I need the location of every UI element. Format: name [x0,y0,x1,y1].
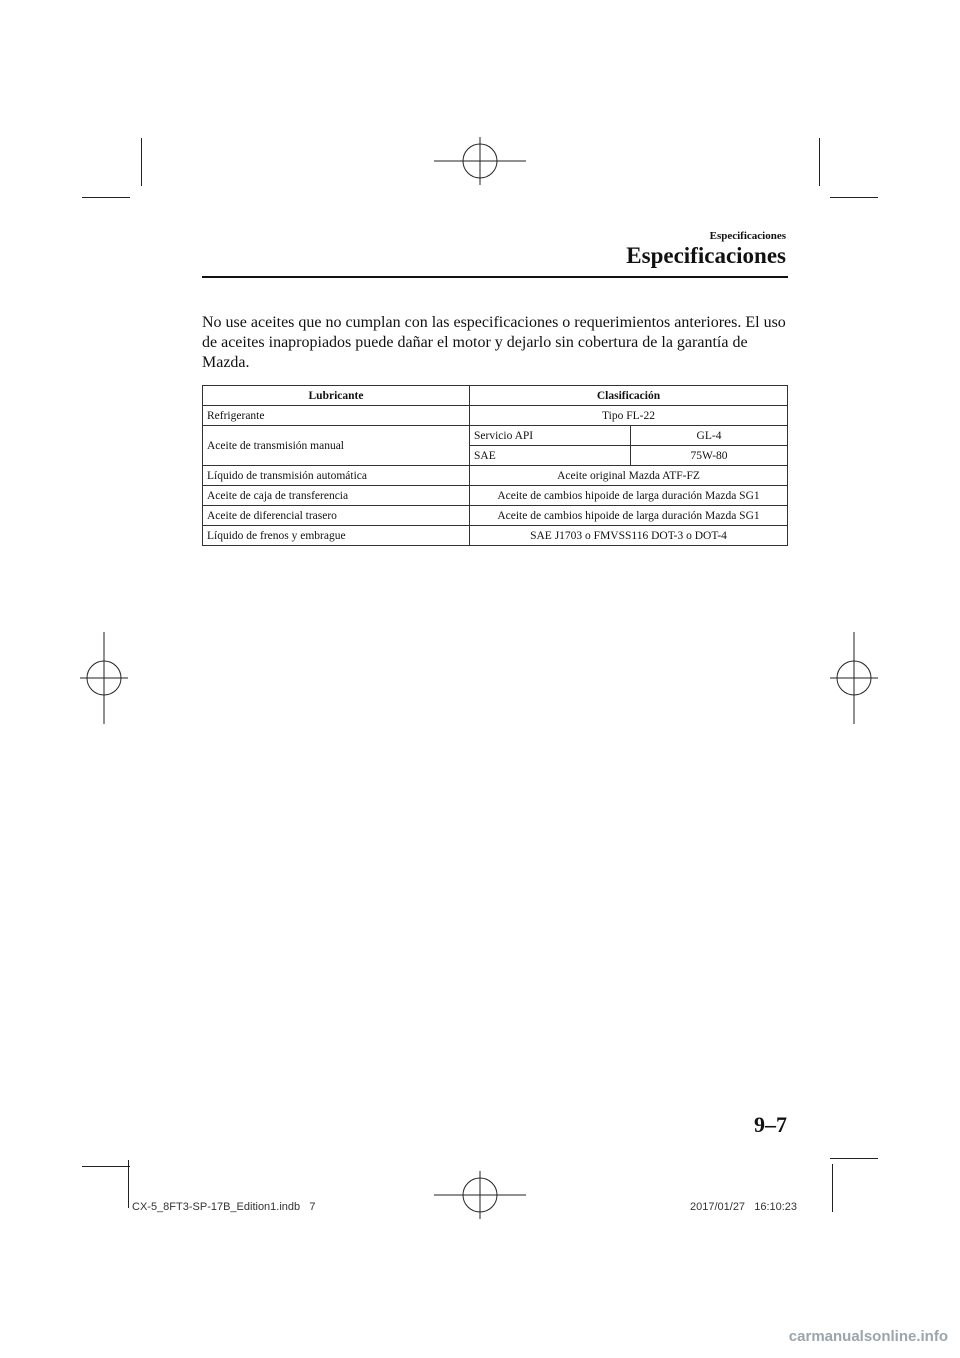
row-value: GL-4 [631,426,788,446]
row-value: 75W-80 [631,446,788,466]
row-subname: SAE [470,446,631,466]
row-value: Aceite de cambios hipoide de larga duración Mazda SG1 [470,486,788,506]
row-label: Aceite de diferencial trasero [203,506,470,526]
table-row [203,486,788,506]
watermark: carmanualsonline.info [788,1328,948,1345]
table-row [203,406,788,426]
table-row [203,506,788,526]
row-label: Refrigerante [203,406,470,426]
header-clasificacion: Clasificación [470,386,788,406]
row-label: Aceite de transmisión manual [203,426,470,466]
registration-mark-bottom [434,1171,526,1219]
table-header-row [203,386,788,406]
lubricant-table [202,385,788,546]
row-label: Aceite de caja de transferencia [203,486,470,506]
row-value: Tipo FL-22 [470,406,788,426]
page-number: 9–7 [754,1112,787,1137]
row-label: Líquido de transmisión automática [203,466,470,486]
row-subname: Servicio API [470,426,631,446]
registration-mark-top [434,137,526,185]
page-title: Especificaciones [626,243,786,268]
footer-filename: CX-5_8FT3-SP-17B_Edition1.indb 7 [132,1201,316,1213]
row-value: SAE J1703 o FMVSS116 DOT-3 o DOT-4 [470,526,788,546]
registration-mark-right [830,632,878,724]
title-rule [202,276,788,278]
intro-paragraph: No use aceites que no cumplan con las especificaciones o requerimientos anteriores. El uso de aceites inapropiados puede dañar el motor y dejarlo sin cobertura de la garantía de Mazda. [202,314,786,371]
row-label: Líquido de frenos y embrague [203,526,470,546]
row-value: Aceite de cambios hipoide de larga duración Mazda SG1 [470,506,788,526]
table-row [203,426,788,446]
row-value: Aceite original Mazda ATF-FZ [470,466,788,486]
table-row [203,526,788,546]
footer-timestamp: 2017/01/27 16:10:23 [690,1201,798,1213]
section-label: Especificaciones [709,230,786,242]
header-lubricante: Lubricante [203,386,470,406]
registration-mark-left [80,632,128,724]
table-row [203,466,788,486]
